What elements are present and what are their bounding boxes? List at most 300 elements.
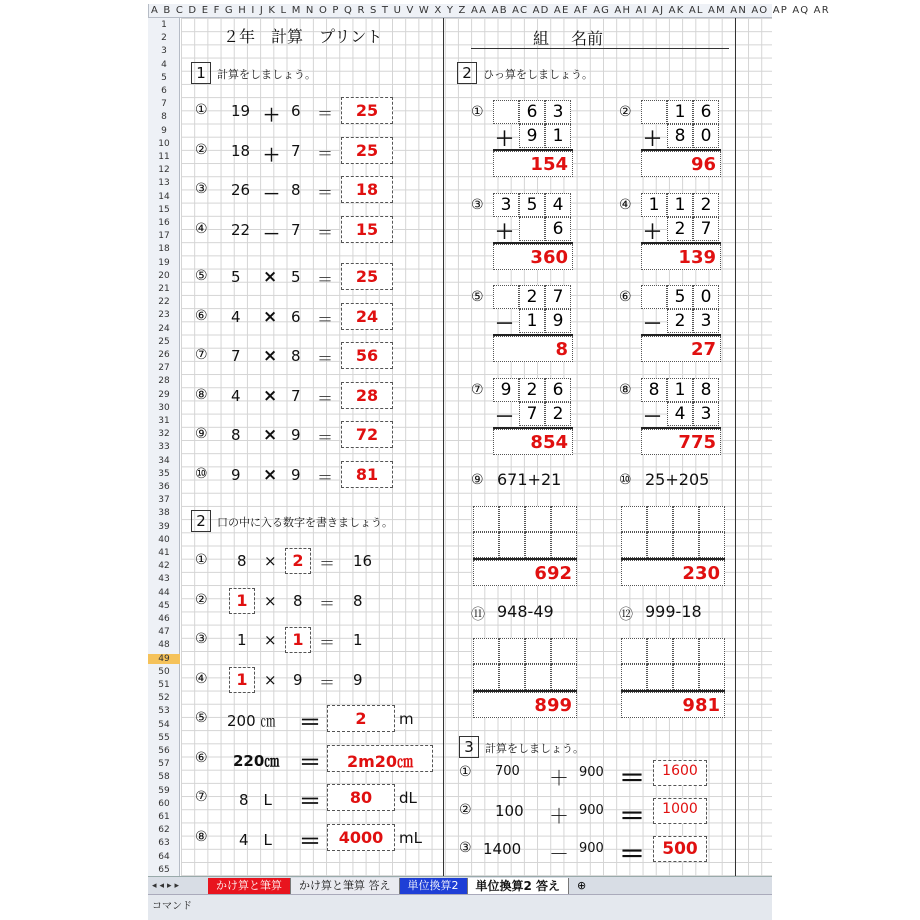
column-header [148,4,830,18]
answer-cell[interactable] [493,244,573,270]
bottom-digit-cell: 2 [545,402,571,426]
row-number[interactable]: 30 [158,402,170,413]
equals-sign: ＝ [317,309,334,329]
operand-a: 19 [231,102,251,120]
written-expression: 25+205 [645,470,710,489]
problem-marker: ⑫ [619,607,633,623]
blank-answer: 1 [236,590,248,610]
answer-value: 1600 [662,763,698,779]
operator: × [263,267,278,287]
row-number[interactable]: 12 [158,165,170,176]
operator-sign: ＋ [495,128,515,150]
answer-cell[interactable] [493,151,573,177]
answer-cell[interactable] [493,429,573,455]
row-number[interactable]: 20 [158,270,170,281]
operand-a: 700 [495,764,520,779]
unit-answer-box[interactable] [327,824,395,851]
operator-sign: ＋ [643,128,663,150]
equals-sign: ＝ [299,829,322,855]
answer-box[interactable] [341,216,393,243]
equals-sign: ＝ [619,802,646,832]
item-marker: ④ [195,670,208,687]
work-cell[interactable] [473,664,499,690]
row-number[interactable]: 13 [158,178,170,189]
result-value: 16 [353,552,373,570]
operator: × [264,591,277,610]
operand-a: 1 [237,631,247,649]
row-number[interactable]: 9 [161,125,167,136]
tab-scroll-arrows[interactable]: ◂◂▸▸ [152,880,183,891]
row-number[interactable]: 38 [158,508,170,519]
top-digit-cell: 6 [545,378,571,402]
item-marker: ⑧ [195,828,208,845]
operand-a: 4 [231,307,241,326]
operand-a: 7 [231,347,241,365]
work-cell[interactable] [621,532,647,558]
row-number[interactable]: 36 [158,482,170,492]
top-digit-cell [493,100,519,124]
operator: × [263,425,278,445]
row-number[interactable]: 53 [158,706,170,717]
answer-value: 18 [355,180,379,199]
row-number[interactable]: 41 [158,548,170,558]
work-cell[interactable] [621,638,647,664]
unit-answer-box[interactable] [327,784,395,811]
answer-cell[interactable] [641,151,721,177]
work-cell[interactable] [525,664,551,690]
equals-sign: ＝ [317,467,334,487]
result-value: 8 [353,591,363,610]
row-number[interactable]: 63 [158,838,170,849]
operand-b: 5 [291,268,301,286]
row-number[interactable]: 26 [158,350,170,360]
answer-box[interactable] [341,342,393,369]
row-number[interactable]: 61 [158,812,170,822]
answer-box[interactable] [653,798,707,824]
item-marker: ③ [459,840,472,856]
row-number[interactable]: 59 [158,785,170,796]
row-number[interactable]: 44 [158,587,170,598]
work-cell[interactable] [551,506,577,532]
equals-sign: ＝ [317,143,334,163]
answer-cell[interactable] [621,560,725,586]
answer-value: 15 [355,219,379,239]
row-number[interactable]: 31 [158,416,170,426]
unit-left-value: 4 L [239,830,272,849]
bottom-digit-cell: 7 [693,217,719,241]
operator: × [264,631,277,649]
written-answer: 692 [534,563,572,584]
section1-instruction: 計算をしましょう。 [217,68,316,81]
equals-sign: ＝ [319,633,336,652]
operator: ＋ [263,145,280,166]
answer-box[interactable] [341,461,393,488]
work-cell[interactable] [647,664,673,690]
answer-box[interactable] [341,263,393,290]
problem-marker: ⑧ [619,381,632,398]
row-number[interactable]: 62 [158,825,170,836]
page-title: ２年 計算 プリント [223,27,383,46]
row-number[interactable]: 54 [158,719,170,730]
row-number[interactable]: 64 [158,851,170,862]
row-number[interactable]: 45 [158,600,170,611]
operand-a: 26 [231,181,251,199]
blank-box[interactable] [229,667,255,693]
blank-answer: 2 [292,551,304,570]
operand-a: 100 [495,802,524,820]
answer-value: 25 [355,140,379,160]
row-number[interactable]: 27 [158,363,170,374]
row-number[interactable]: 6 [161,86,167,96]
status-bar: コマンド [148,894,772,920]
column-answer: 154 [530,154,568,175]
problem-marker: ⑤ [471,289,484,305]
row-number[interactable]: 40 [158,534,170,545]
work-cell[interactable] [551,664,577,690]
bottom-digit-cell: 0 [693,124,719,148]
item-marker: ① [195,102,208,118]
bottom-digit-cell: 9 [519,124,545,148]
row-number[interactable]: 65 [158,864,170,875]
answer-value: 500 [662,839,698,859]
written-answer: 981 [682,695,720,716]
section1-number: 1 [191,62,211,84]
operator: ＋ [263,106,280,126]
operator: × [263,464,278,485]
work-cell[interactable] [699,638,725,664]
written-answer: 230 [682,563,720,584]
unit-label: mL [399,828,422,847]
written-answer: 899 [534,695,572,716]
row-number[interactable]: 56 [158,746,170,756]
blank-box[interactable] [229,588,255,614]
new-sheet-icon[interactable]: ⊕ [577,878,587,892]
row-number[interactable]: 34 [158,455,170,466]
answer-box[interactable] [341,382,393,409]
work-cell[interactable] [647,532,673,558]
work-cell[interactable] [551,638,577,664]
item-marker: ⑤ [195,710,208,726]
row-number[interactable]: 50 [158,666,170,677]
work-cell[interactable] [673,532,699,558]
row-number[interactable]: 57 [158,759,170,770]
unit-left-value: 8 L [239,791,272,809]
top-digit-cell: 1 [667,100,693,124]
unit-left-value: 220㎝ [233,751,280,770]
problem-marker: ③ [471,196,484,213]
work-cell[interactable] [647,638,673,664]
operator: × [264,552,277,570]
item-marker: ⑦ [195,789,208,805]
work-cell[interactable] [699,664,725,690]
equals-sign: ＝ [319,672,336,692]
item-marker: ⑧ [195,386,208,403]
row-number[interactable]: 51 [158,680,170,690]
operand-a: 18 [231,141,251,160]
work-cell[interactable] [473,532,499,558]
problem-marker: ⑨ [471,472,484,488]
row-number[interactable]: 52 [158,693,170,704]
item-marker: ② [195,141,208,158]
answer-box[interactable] [653,760,707,786]
row-number[interactable]: 15 [158,204,170,215]
row-number[interactable]: 58 [158,772,170,783]
bottom-digit-cell: 3 [693,402,719,426]
work-cell[interactable] [525,532,551,558]
work-cell[interactable] [621,664,647,690]
top-digit-cell: 2 [693,193,719,217]
top-digit-cell: 3 [493,193,519,217]
operator: ＋ [549,804,569,828]
row-number[interactable]: 7 [161,99,167,110]
answer-cell[interactable] [473,692,577,718]
answer-cell[interactable] [473,560,577,586]
name-label: 名前 [571,29,604,48]
operator-sign: － [495,405,515,428]
work-cell[interactable] [673,638,699,664]
answer-box[interactable] [341,176,393,203]
problem-marker: ⑥ [619,289,632,305]
row-number[interactable]: 60 [158,798,170,809]
top-digit-cell: 3 [545,100,571,124]
answer-cell[interactable] [641,336,721,362]
section2-instruction: 口の中に入る数字を書きましょう。 [217,516,393,529]
row-number[interactable]: 17 [158,231,170,242]
row-number[interactable]: 32 [158,429,170,440]
operator-sign: ＋ [495,220,515,243]
equals-sign: ＝ [317,222,334,242]
operator: ＋ [549,766,569,790]
row-number[interactable]: 23 [158,310,170,321]
operand-b: 900 [579,765,604,780]
problem-marker: ② [619,104,632,120]
column-letters[interactable]: A B C D E F G H I J K L M N O P Q R S T U V W X Y Z AA AB AC AD AE AF AG AH AI AJ AK AL AM AN AO AP AQ AR [151,5,830,16]
top-digit-cell: 1 [667,378,693,402]
row-number[interactable]: 28 [158,376,170,387]
answer-cell[interactable] [493,336,573,362]
top-digit-cell: 9 [493,378,519,402]
top-digit-cell: 8 [693,378,719,402]
problem-marker: ⑪ [471,607,485,623]
operand-b: 8 [291,181,301,199]
bottom-digit-cell: 8 [667,124,693,148]
answer-value: 24 [355,306,379,326]
bottom-digit-cell: 3 [693,309,719,333]
row-number[interactable]: 2 [161,33,167,44]
worksheet-grid[interactable] [181,18,772,876]
answer-box[interactable] [341,421,393,448]
row-number[interactable]: 43 [158,574,170,585]
blank-box[interactable] [285,548,311,574]
row-header[interactable] [148,18,180,876]
row-number[interactable]: 49 [148,654,180,664]
right-margin-line [735,18,736,876]
written-expression: 671+21 [497,470,562,489]
answer-box[interactable] [341,303,393,330]
row-number[interactable]: 19 [158,257,170,268]
work-cell[interactable] [499,506,525,532]
equals-sign: ＝ [317,388,334,408]
item-marker: ⑥ [195,307,208,324]
tab-tani-kanzan2-answers[interactable]: 単位換算2 答え [468,878,570,894]
operator-sign: ＋ [643,220,663,243]
row-number[interactable]: 4 [161,59,167,70]
work-cell[interactable] [699,532,725,558]
operator: × [264,670,277,689]
item-marker: ⑦ [195,347,208,363]
bottom-digit-cell: 9 [545,309,571,333]
work-cell[interactable] [525,506,551,532]
sheet-tab-bar [148,876,772,894]
work-cell[interactable] [473,506,499,532]
operator: × [263,306,278,327]
written-expression: 999-18 [645,602,702,621]
operand-a: 9 [231,465,241,484]
answer-value: 81 [355,464,379,484]
top-digit-cell [641,285,667,309]
spreadsheet-window [148,0,830,920]
bottom-digit-cell: 1 [545,124,571,148]
blank-answer: 1 [292,630,304,649]
row-number[interactable]: 33 [158,442,170,453]
item-marker: ② [459,802,472,818]
equals-sign: ＝ [317,270,334,289]
bottom-digit-cell: 7 [519,402,545,426]
row-number[interactable]: 3 [161,46,167,57]
top-digit-cell: 5 [667,285,693,309]
row-number[interactable]: 42 [158,561,170,572]
operand-b: 6 [291,102,301,120]
bottom-digit-cell: 2 [667,309,693,333]
row-number[interactable]: 14 [158,191,170,202]
answer-box[interactable] [341,137,393,164]
operand-b: 7 [291,386,301,405]
item-marker: ⑤ [195,268,208,284]
work-cell[interactable] [699,506,725,532]
operand-a: 22 [231,220,251,239]
operator: － [263,185,280,205]
row-number[interactable]: 22 [158,297,170,308]
tab-tani-kanzan2[interactable]: 単位換算2 [400,878,468,894]
operand-b: 9 [291,426,301,444]
answer-value: 25 [355,267,379,286]
item-marker: ③ [195,181,208,197]
equals-sign: ＝ [319,593,336,613]
equals-sign: ＝ [317,183,334,202]
answer-value: 72 [355,425,379,444]
tab-kakezan-hissan[interactable]: かけ算と筆算 [208,878,291,894]
work-cell[interactable] [499,638,525,664]
column-answer: 854 [530,431,568,453]
operand-b: 9 [293,670,303,689]
row-number[interactable]: 46 [158,614,170,624]
bottom-digit-cell: 2 [667,217,693,241]
unit-answer: 2 [355,709,367,728]
row-number[interactable]: 21 [158,284,170,294]
equals-sign: ＝ [319,554,336,573]
work-cell[interactable] [499,664,525,690]
top-digit-cell: 6 [519,100,545,124]
answer-cell[interactable] [641,429,721,455]
top-digit-cell: 2 [519,285,545,309]
work-cell[interactable] [673,506,699,532]
operand-b: 9 [291,465,301,484]
class-label: 組 [533,29,550,48]
unit-label: dL [399,789,417,807]
row-number[interactable]: 37 [158,495,170,506]
unit-answer-box[interactable] [327,745,433,772]
problem-marker: ① [471,104,484,120]
equals-sign: ＝ [619,764,646,794]
row-number[interactable]: 39 [158,521,170,532]
operand-b: 7 [291,141,301,160]
top-digit-cell: 1 [641,193,667,217]
work-cell[interactable] [525,638,551,664]
work-cell[interactable] [673,664,699,690]
section3-instruction: 計算をしましょう。 [485,742,584,755]
work-cell[interactable] [473,638,499,664]
operand-a: 4 [231,386,241,405]
work-cell[interactable] [551,532,577,558]
unit-answer: 2m20㎝ [346,751,414,771]
row-number[interactable]: 47 [158,627,170,638]
row-number[interactable]: 18 [158,244,170,255]
operand-a: 8 [237,552,247,570]
row-number[interactable]: 1 [161,20,167,30]
tab-kakezan-hissan-answers[interactable]: かけ算と筆算 答え [291,878,400,894]
operator-sign: － [643,313,663,335]
answer-value: 25 [355,101,379,120]
answer-value: 56 [355,346,379,365]
result-value: 9 [353,670,363,689]
problem-marker: ④ [619,196,632,213]
row-number[interactable]: 25 [158,336,170,347]
row-number[interactable]: 24 [158,323,170,334]
row-number[interactable]: 29 [158,389,170,400]
column-answer: 27 [690,339,716,360]
row-number[interactable]: 11 [158,152,170,162]
work-cell[interactable] [499,532,525,558]
answer-cell[interactable] [621,692,725,718]
row-number[interactable]: 35 [158,468,170,479]
item-marker: ① [195,552,208,568]
unit-label: m [399,710,414,728]
answer-box[interactable] [341,97,393,124]
item-marker: ⑥ [195,749,208,766]
answer-cell[interactable] [641,244,721,270]
answer-box[interactable] [653,836,707,862]
operand-b: 900 [579,803,604,818]
problem-marker: ⑩ [619,472,632,488]
work-cell[interactable] [647,506,673,532]
top-digit-cell: 0 [693,285,719,309]
row-number[interactable]: 55 [158,732,170,743]
row-number[interactable]: 16 [158,218,170,228]
unit-answer-box[interactable] [327,705,395,732]
row-number[interactable]: 10 [158,138,170,149]
equals-sign: ＝ [317,349,334,368]
top-digit-cell: 5 [519,193,545,217]
answer-value: 1000 [662,801,698,817]
item-marker: ③ [195,631,208,647]
work-cell[interactable] [621,506,647,532]
operand-a: 5 [231,268,241,286]
blank-box[interactable] [285,627,311,653]
row-number[interactable]: 5 [161,72,167,83]
row-number[interactable]: 48 [158,640,170,651]
row-number[interactable]: 8 [161,112,167,123]
result-value: 1 [353,631,363,649]
